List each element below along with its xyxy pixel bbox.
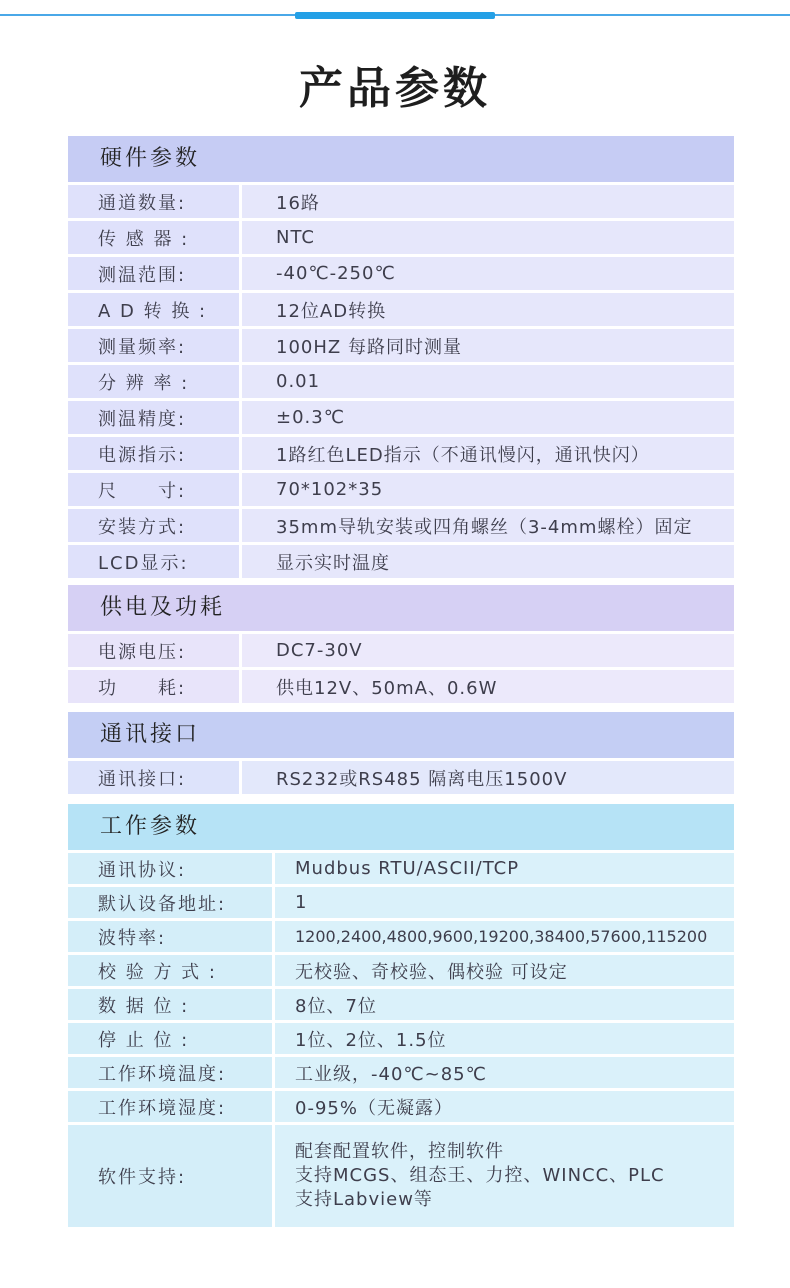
table-row <box>68 670 734 703</box>
comm-section-title: 通讯接口 <box>68 712 734 758</box>
table-row <box>68 921 734 952</box>
table-row <box>68 1091 734 1122</box>
table-row <box>68 293 734 326</box>
table-row <box>68 473 734 506</box>
table-row <box>68 634 734 667</box>
param-label: 停 止 位 : <box>68 1023 272 1054</box>
param-label: 通讯协议: <box>68 853 272 884</box>
table-row <box>68 1057 734 1088</box>
param-value: 70*102*35 <box>242 473 734 506</box>
param-value: 16路 <box>242 185 734 218</box>
param-value: 12位AD转换 <box>242 293 734 326</box>
param-label: 功 耗: <box>68 670 239 703</box>
table-row <box>68 509 734 542</box>
param-value: 1 <box>275 887 734 918</box>
param-label: 尺 寸: <box>68 473 239 506</box>
param-label: 默认设备地址: <box>68 887 272 918</box>
table-row <box>68 257 734 290</box>
param-value: 0-95%（无凝露） <box>275 1091 734 1122</box>
param-label: 波特率: <box>68 921 272 952</box>
param-label: 工作环境湿度: <box>68 1091 272 1122</box>
comm-section <box>68 712 734 794</box>
work-section <box>68 804 734 1227</box>
param-label: LCD显示: <box>68 545 239 578</box>
param-value: 1200,2400,4800,9600,19200,38400,57600,115200 <box>275 921 734 952</box>
param-value: DC7-30V <box>242 634 734 667</box>
param-label: 测温范围: <box>68 257 239 290</box>
table-row <box>68 401 734 434</box>
param-label: 安装方式: <box>68 509 239 542</box>
table-row <box>68 185 734 218</box>
hardware-section-title: 硬件参数 <box>68 136 734 182</box>
param-value: 供电12V、50mA、0.6W <box>242 670 734 703</box>
param-label: A D 转 换 : <box>68 293 239 326</box>
table-row <box>68 989 734 1020</box>
software-line: 支持Labview等 <box>295 1189 433 1210</box>
param-label: 通讯接口: <box>68 761 239 794</box>
table-row <box>68 365 734 398</box>
param-value: ±0.3℃ <box>242 401 734 434</box>
table-row <box>68 1125 734 1227</box>
param-label: 传 感 器 : <box>68 221 239 254</box>
param-value: 1路红色LED指示（不通讯慢闪，通讯快闪） <box>242 437 734 470</box>
param-label: 通道数量: <box>68 185 239 218</box>
param-label: 分 辨 率 : <box>68 365 239 398</box>
table-row <box>68 545 734 578</box>
hardware-section <box>68 136 734 578</box>
param-value: 35mm导轨安装或四角螺丝（3-4mm螺栓）固定 <box>242 509 734 542</box>
table-row <box>68 1023 734 1054</box>
top-accent-bar <box>295 12 495 19</box>
param-value: Mudbus RTU/ASCII/TCP <box>275 853 734 884</box>
param-value: 1位、2位、1.5位 <box>275 1023 734 1054</box>
param-label: 测量频率: <box>68 329 239 362</box>
table-row <box>68 761 734 794</box>
param-label: 电源指示: <box>68 437 239 470</box>
software-support-value <box>275 1125 734 1227</box>
param-value: NTC <box>242 221 734 254</box>
power-section <box>68 585 734 703</box>
param-label: 校 验 方 式 : <box>68 955 272 986</box>
table-row <box>68 221 734 254</box>
param-value: 0.01 <box>242 365 734 398</box>
table-row <box>68 853 734 884</box>
work-section-title: 工作参数 <box>68 804 734 850</box>
param-value: 8位、7位 <box>275 989 734 1020</box>
param-label: 软件支持: <box>68 1125 272 1227</box>
param-value: -40℃-250℃ <box>242 257 734 290</box>
table-row <box>68 887 734 918</box>
param-label: 数 据 位 : <box>68 989 272 1020</box>
param-value: 工业级，-40℃~85℃ <box>275 1057 734 1088</box>
param-label: 电源电压: <box>68 634 239 667</box>
power-section-title: 供电及功耗 <box>68 585 734 631</box>
page-title: 产品参数 <box>299 63 491 114</box>
param-value: 100HZ 每路同时测量 <box>242 329 734 362</box>
software-line: 配套配置软件，控制软件 <box>295 1141 504 1162</box>
software-line: 支持MCGS、组态王、力控、WINCC、PLC <box>295 1165 665 1186</box>
table-row <box>68 437 734 470</box>
table-row <box>68 329 734 362</box>
param-value: 显示实时温度 <box>242 545 734 578</box>
param-label: 测温精度: <box>68 401 239 434</box>
param-value: 无校验、奇校验、偶校验 可设定 <box>275 955 734 986</box>
table-row <box>68 955 734 986</box>
param-label: 工作环境温度: <box>68 1057 272 1088</box>
param-value: RS232或RS485 隔离电压1500V <box>242 761 734 794</box>
